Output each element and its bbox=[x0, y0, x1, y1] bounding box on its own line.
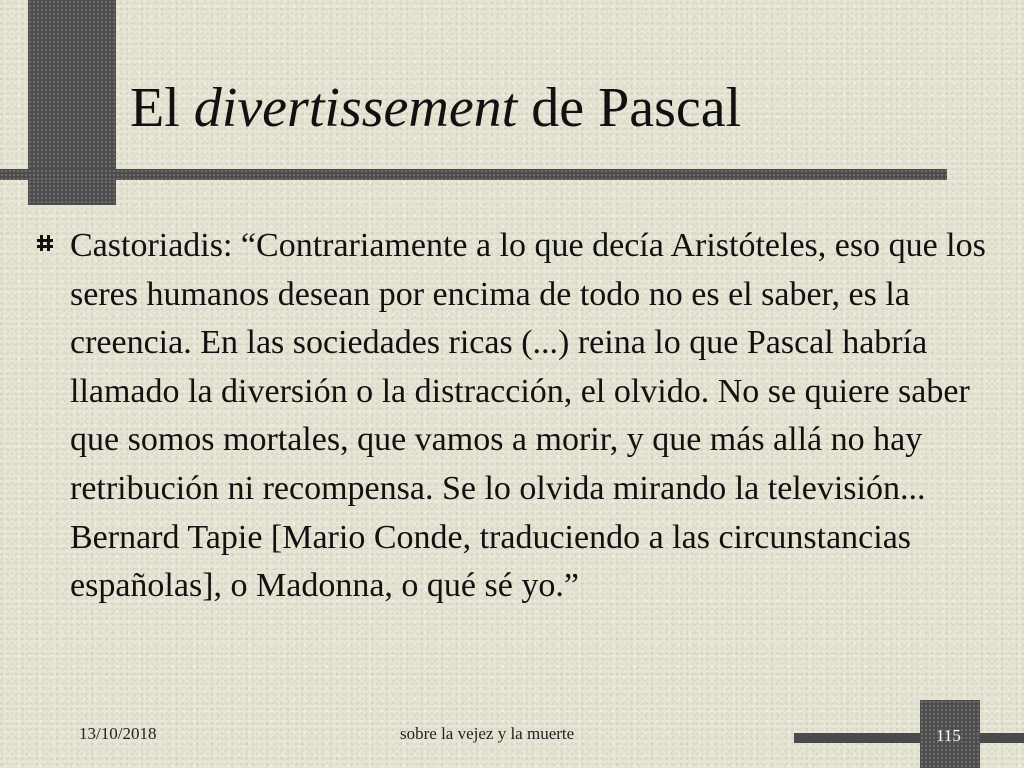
footer-divider bbox=[794, 733, 1024, 743]
footer-title: sobre la vejez y la muerte bbox=[400, 724, 575, 743]
hash-bullet-icon bbox=[36, 234, 54, 252]
title-divider bbox=[0, 169, 947, 180]
slide-title bbox=[130, 77, 742, 139]
title-prefix: El bbox=[130, 77, 194, 139]
title-italic: divertissement bbox=[193, 77, 518, 139]
title-suffix: de Pascal bbox=[517, 77, 742, 139]
bullet-text: Castoriadis: “Contrariamente a lo que decía Aristóteles, eso que los seres humanos desean por encima de todo no es el saber, es la creencia. En las sociedades ricas (...) reina lo que Pascal habría llamado la diversión o la distracción, el olvido. No se quiere saber que somos mortales, que vamos a morir, y que más allá no hay retribución ni recompensa. Se lo olvida mirando la televisión... Bernard Tapie [Mario Conde, traduciendo a las circunstancias españolas], o Madonna, o qué sé yo.” bbox=[70, 227, 986, 605]
page-number: 115 bbox=[936, 726, 961, 745]
footer-date: 13/10/2018 bbox=[79, 724, 157, 743]
bullet-item bbox=[36, 222, 986, 611]
